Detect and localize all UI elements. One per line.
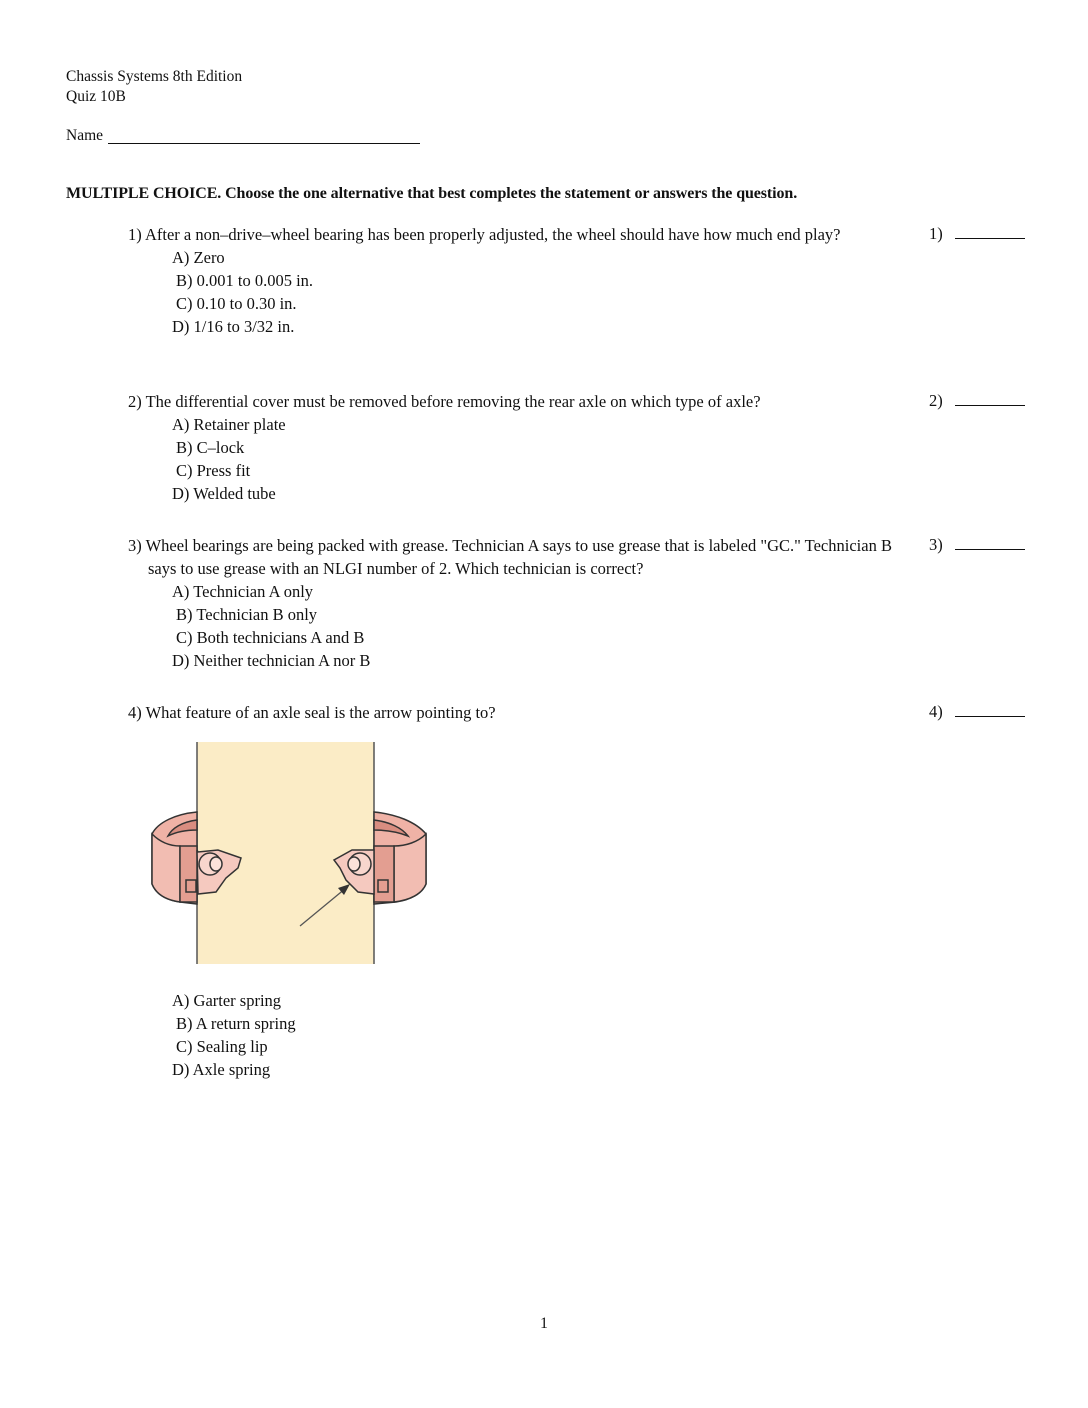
option-d: D) Axle spring [172, 1060, 271, 1079]
course-title: Chassis Systems 8th Edition [66, 68, 243, 85]
question-4-options [128, 989, 918, 1081]
answer-number: 4) [929, 702, 943, 721]
question-stem: 2) The differential cover must be removed before removing the rear axle on which type of axle? [128, 392, 761, 411]
option-d: D) 1/16 to 3/32 in. [172, 317, 295, 336]
option-c: C) Both technicians A and B [176, 628, 365, 647]
page-number: 1 [540, 1315, 548, 1332]
option-b: B) Technician B only [176, 605, 318, 624]
option-c: C) Sealing lip [176, 1037, 268, 1056]
answer-line[interactable] [955, 226, 1025, 239]
answer-line[interactable] [955, 537, 1025, 550]
answer-line[interactable] [955, 393, 1025, 406]
question-4 [128, 701, 918, 724]
option-b: B) 0.001 to 0.005 in. [176, 271, 314, 290]
question-stem: 4) What feature of an axle seal is the arrow pointing to? [128, 703, 496, 722]
option-a: A) Zero [172, 248, 225, 267]
answer-blank-3[interactable] [929, 535, 1025, 555]
answer-number: 2) [929, 391, 943, 410]
answer-number: 1) [929, 224, 943, 243]
name-field[interactable] [108, 143, 420, 144]
answer-line[interactable] [955, 704, 1025, 717]
option-d: D) Welded tube [172, 484, 276, 503]
option-c: C) 0.10 to 0.30 in. [176, 294, 297, 313]
option-b: B) A return spring [176, 1014, 296, 1033]
answer-number: 3) [929, 535, 943, 554]
answer-blank-1[interactable] [929, 224, 1025, 244]
option-c: C) Press fit [176, 461, 251, 480]
answer-blank-4[interactable] [929, 702, 1025, 722]
name-label: Name [66, 127, 104, 144]
question-1 [128, 223, 918, 338]
question-stem: 1) After a non–drive–wheel bearing has been properly adjusted, the wheel should have how much end play? [128, 225, 841, 244]
answer-blank-2[interactable] [929, 391, 1025, 411]
instructions: MULTIPLE CHOICE. Choose the one alternative that best completes the statement or answers the question. [66, 185, 798, 202]
option-b: B) C–lock [176, 438, 245, 457]
option-a: A) Technician A only [172, 582, 314, 601]
option-d: D) Neither technician A nor B [172, 651, 371, 670]
option-a: A) Garter spring [172, 991, 282, 1010]
quiz-title: Quiz 10B [66, 88, 126, 105]
question-3 [128, 534, 918, 672]
option-a: A) Retainer plate [172, 415, 286, 434]
axle-seal-illustration [146, 742, 442, 966]
question-stem: 3) Wheel bearings are being packed with grease. Technician A says to use grease that is labeled "GC." Technician B says to use grease with an NLGI number of 2. Which technician is correct? [128, 536, 892, 578]
question-2 [128, 390, 918, 505]
